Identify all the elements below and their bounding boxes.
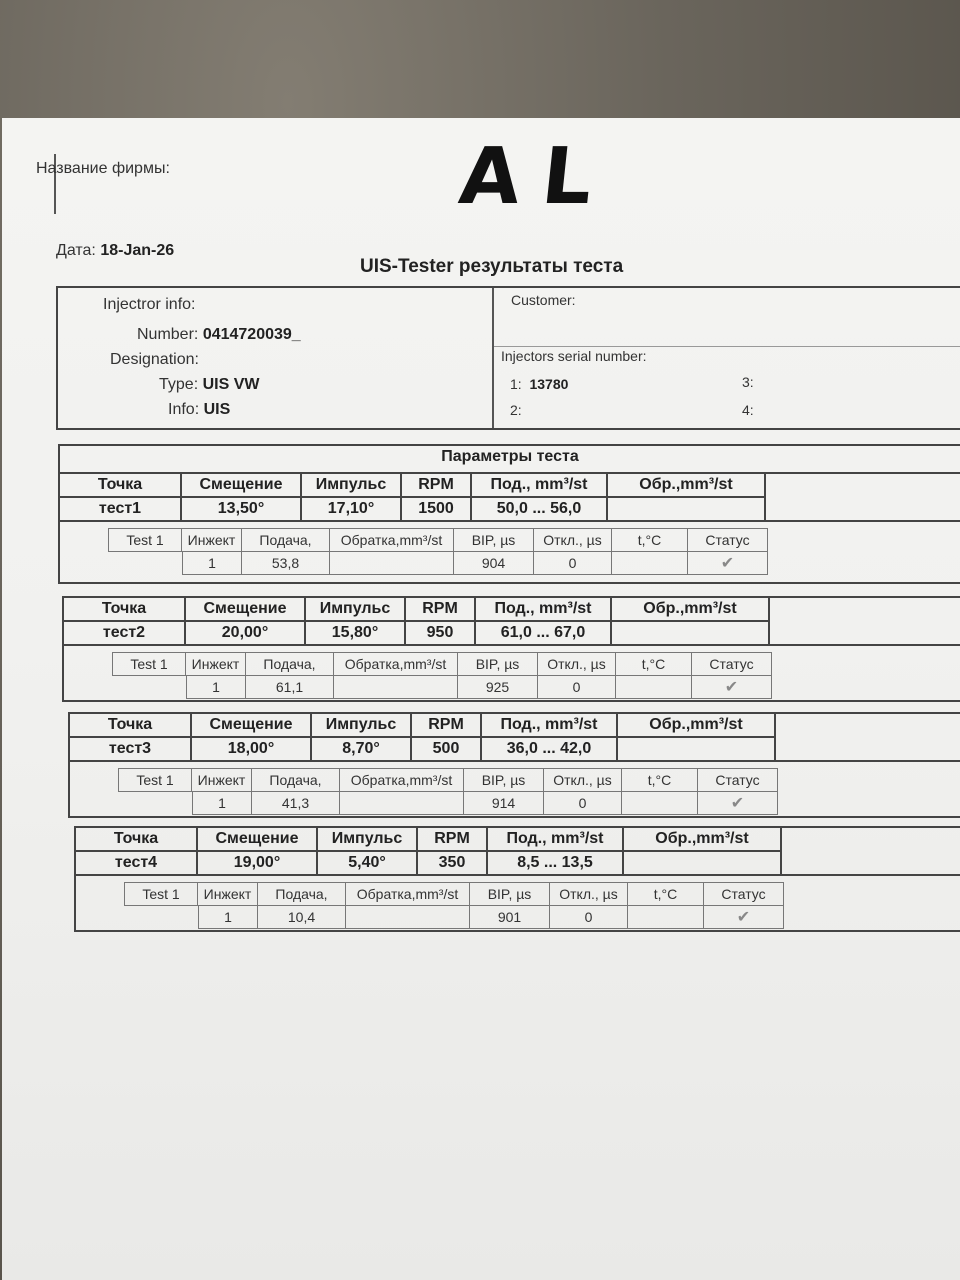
serial-label: Injectors serial number: — [501, 348, 647, 364]
result-value-delivery: 41,3 — [252, 792, 340, 815]
param-header-cell: Под., mm³/st — [476, 598, 612, 620]
handwritten-mark: AL — [455, 132, 619, 222]
result-value-dev: 0 — [538, 676, 616, 699]
customer-label: Customer: — [511, 292, 576, 308]
param-header-cell: Смещение — [198, 828, 318, 850]
serial-4-label: 4: — [742, 402, 754, 418]
result-value-row — [186, 676, 772, 699]
result-header-cell: Обратка,mm³/st — [330, 529, 454, 552]
param-value-rpm: 1500 — [402, 498, 472, 520]
result-value-temp — [622, 792, 698, 815]
result-header-cell: Подача, — [252, 769, 340, 792]
param-value-return — [608, 498, 766, 520]
status-cell — [688, 552, 768, 575]
serial-1-value: 13780 — [529, 376, 569, 392]
param-value-range: 8,5 ... 13,5 — [488, 852, 624, 874]
result-header-cell: Подача, — [246, 653, 334, 676]
result-header-cell: Статус — [698, 769, 778, 792]
result-header-cell: BIP, µs — [470, 883, 550, 906]
param-value-name: тест2 — [64, 622, 186, 644]
result-value-temp — [628, 906, 704, 929]
result-header-cell: BIP, µs — [458, 653, 538, 676]
param-value-name: тест1 — [60, 498, 182, 520]
result-header-cell: t,°C — [616, 653, 692, 676]
result-value-delivery: 61,1 — [246, 676, 334, 699]
test-block-1 — [58, 444, 960, 584]
result-value-temp — [616, 676, 692, 699]
result-header-row — [112, 652, 772, 676]
param-header-cell: Обр.,mm³/st — [618, 714, 776, 736]
param-header-row — [60, 474, 766, 496]
result-header-cell: t,°C — [622, 769, 698, 792]
status-cell — [692, 676, 772, 699]
param-header-cell: Смещение — [186, 598, 306, 620]
result-value-bip: 904 — [454, 552, 534, 575]
result-value-return_val — [334, 676, 458, 699]
type-row — [159, 376, 259, 394]
result-value-row — [182, 552, 768, 575]
param-header-cell: Точка — [70, 714, 192, 736]
injector-info-label: Injectror info: — [103, 296, 196, 313]
param-header-cell: Импульс — [306, 598, 406, 620]
param-value-offset: 20,00° — [186, 622, 306, 644]
result-header-cell: Test 1 — [112, 653, 186, 676]
type-label: Type: — [159, 376, 199, 393]
result-header-cell: BIP, µs — [454, 529, 534, 552]
param-value-pulse: 5,40° — [318, 852, 418, 874]
param-header-cell: RPM — [412, 714, 482, 736]
result-header-cell: t,°C — [628, 883, 704, 906]
result-value-delivery: 10,4 — [258, 906, 346, 929]
result-header-cell: Инжект — [192, 769, 252, 792]
check-icon: ✔ — [736, 909, 751, 926]
result-value-bip: 925 — [458, 676, 538, 699]
type-value: UIS VW — [202, 376, 260, 393]
result-header-cell: Подача, — [258, 883, 346, 906]
result-value-return_val — [330, 552, 454, 575]
result-value-bip: 914 — [464, 792, 544, 815]
result-header-cell: Обратка,mm³/st — [340, 769, 464, 792]
result-header-cell: Откл., µs — [550, 883, 628, 906]
param-header-cell: Точка — [76, 828, 198, 850]
result-header-cell: Test 1 — [124, 883, 198, 906]
result-value-dev: 0 — [544, 792, 622, 815]
info-row — [168, 401, 230, 419]
param-value-range: 36,0 ... 42,0 — [482, 738, 618, 760]
param-header-cell: Импульс — [312, 714, 412, 736]
param-value-pulse: 8,70° — [312, 738, 412, 760]
param-value-pulse: 15,80° — [306, 622, 406, 644]
status-cell — [698, 792, 778, 815]
test-block-4 — [74, 826, 960, 932]
param-header-cell: Смещение — [192, 714, 312, 736]
param-header-cell: Обр.,mm³/st — [612, 598, 770, 620]
param-header-cell: Импульс — [302, 474, 402, 496]
result-header-cell: Откл., µs — [534, 529, 612, 552]
check-icon: ✔ — [724, 679, 739, 696]
param-header-cell: Точка — [60, 474, 182, 496]
status-cell — [704, 906, 784, 929]
result-header-row — [108, 528, 768, 552]
result-value-return_val — [340, 792, 464, 815]
param-value-return — [624, 852, 782, 874]
param-value-return — [618, 738, 776, 760]
result-header-cell: Обратка,mm³/st — [346, 883, 470, 906]
test-block-3 — [68, 712, 960, 818]
result-header-cell: BIP, µs — [464, 769, 544, 792]
serial-1-row — [510, 376, 568, 392]
designation-label: Designation: — [110, 351, 199, 368]
report-title: UIS-Tester результаты теста — [360, 256, 624, 277]
param-value-offset: 18,00° — [192, 738, 312, 760]
param-header-cell: RPM — [402, 474, 472, 496]
result-header-cell: Test 1 — [118, 769, 192, 792]
number-row — [137, 326, 301, 344]
param-value-pulse: 17,10° — [302, 498, 402, 520]
test-block-2 — [62, 596, 960, 702]
param-value-return — [612, 622, 770, 644]
result-header-cell: Обратка,mm³/st — [334, 653, 458, 676]
param-value-range: 61,0 ... 67,0 — [476, 622, 612, 644]
param-header-row — [76, 828, 782, 850]
result-header-cell: t,°C — [612, 529, 688, 552]
result-value-temp — [612, 552, 688, 575]
result-value-injector: 1 — [192, 792, 252, 815]
date-label: Дата: — [56, 242, 96, 259]
number-value: 0414720039_ — [202, 326, 301, 343]
result-value-injector: 1 — [198, 906, 258, 929]
param-header-cell: Обр.,mm³/st — [608, 474, 766, 496]
injector-info-box — [56, 286, 960, 430]
result-header-cell: Test 1 — [108, 529, 182, 552]
serial-1-label: 1: — [510, 376, 522, 392]
param-value-row — [70, 738, 776, 760]
test-report-sheet — [2, 118, 960, 1280]
firm-name-label: Название фирмы: — [36, 160, 170, 177]
param-header-cell: Под., mm³/st — [482, 714, 618, 736]
result-value-injector: 1 — [182, 552, 242, 575]
result-header-cell: Статус — [692, 653, 772, 676]
info-label: Info: — [168, 401, 200, 418]
param-header-cell: Импульс — [318, 828, 418, 850]
param-value-offset: 19,00° — [198, 852, 318, 874]
param-header-row — [64, 598, 770, 620]
param-value-row — [60, 498, 766, 520]
result-value-row — [198, 906, 784, 929]
result-value-dev: 0 — [534, 552, 612, 575]
serial-3-label: 3: — [742, 374, 754, 390]
result-header-cell: Статус — [688, 529, 768, 552]
result-value-injector: 1 — [186, 676, 246, 699]
serial-2-label: 2: — [510, 402, 522, 418]
param-header-cell: Под., mm³/st — [488, 828, 624, 850]
result-value-return_val — [346, 906, 470, 929]
param-value-name: тест4 — [76, 852, 198, 874]
result-header-cell: Статус — [704, 883, 784, 906]
result-value-bip: 901 — [470, 906, 550, 929]
param-header-cell: RPM — [418, 828, 488, 850]
param-value-range: 50,0 ... 56,0 — [472, 498, 608, 520]
result-value-row — [192, 792, 778, 815]
result-value-dev: 0 — [550, 906, 628, 929]
param-value-row — [76, 852, 782, 874]
param-header-cell: Точка — [64, 598, 186, 620]
result-header-cell: Подача, — [242, 529, 330, 552]
param-value-rpm: 500 — [412, 738, 482, 760]
check-icon: ✔ — [720, 555, 735, 572]
check-icon: ✔ — [730, 795, 745, 812]
param-value-name: тест3 — [70, 738, 192, 760]
result-header-row — [124, 882, 784, 906]
param-header-cell: Под., mm³/st — [472, 474, 608, 496]
number-label: Number: — [137, 326, 199, 343]
param-value-rpm: 950 — [406, 622, 476, 644]
param-value-rpm: 350 — [418, 852, 488, 874]
info-value: UIS — [203, 401, 231, 418]
result-header-cell: Инжект — [198, 883, 258, 906]
result-header-cell: Инжект — [182, 529, 242, 552]
params-title: Параметры теста — [441, 448, 579, 465]
param-header-cell: RPM — [406, 598, 476, 620]
result-header-cell: Откл., µs — [538, 653, 616, 676]
param-value-row — [64, 622, 770, 644]
param-header-row — [70, 714, 776, 736]
param-header-cell: Смещение — [182, 474, 302, 496]
result-value-delivery: 53,8 — [242, 552, 330, 575]
date-value: 18-Jan-26 — [100, 242, 175, 259]
param-header-cell: Обр.,mm³/st — [624, 828, 782, 850]
param-value-offset: 13,50° — [182, 498, 302, 520]
result-header-row — [118, 768, 778, 792]
result-header-cell: Инжект — [186, 653, 246, 676]
date-row — [56, 242, 174, 260]
result-header-cell: Откл., µs — [544, 769, 622, 792]
